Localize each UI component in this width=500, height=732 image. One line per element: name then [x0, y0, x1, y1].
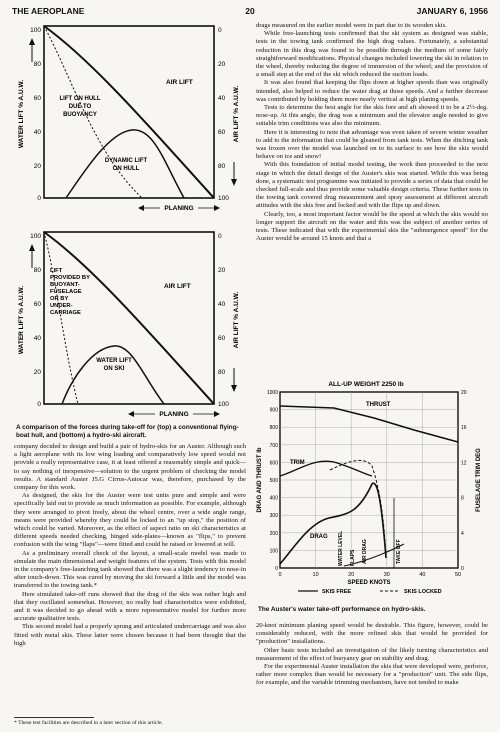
fig3-ytick: 700 [269, 442, 278, 449]
fig1-y-axis-label-right: AIR LIFT % A.U.W. [233, 85, 240, 143]
fig3-label-takeoff: TAKE OFF [396, 539, 402, 564]
fig1-ytick: 100 [30, 27, 41, 34]
fig3-label-drag: DRAG [310, 534, 328, 540]
fig1-label-hull-lift: LIFT ON HULL DUE TO BUOYANCY [59, 96, 101, 118]
paragraph: company decided to design and build a pair of hydro-skis for an Auster. Although such a light aeroplane with its low wing loading and comparatively low speed would not provide a really representative case, it at least offered a reasonably simple and quick—to say nothing of inexpensive—solution to the urgent problem of checking the model results. A standard Auster J5.G Cirrus-Autocar was, therefore, purchased by the company for this work. [14, 443, 246, 492]
fig2-ytick: 20 [33, 369, 41, 376]
fig1-y-ticks-right [218, 27, 229, 202]
fig3-ytick: 100 [269, 548, 278, 555]
fig2-ytick: 40 [33, 335, 41, 342]
paragraph: For the experimental Auster installation the skis that were developed were, perforce, rather more complex than would be necessary for a "production" unit. The side flips, for example, and the variable trimming mechanism, have not tended to make [256, 663, 488, 687]
paragraph: As designed, the skis for the Auster were test units pure and simple and were specifically laid out to provide as much information as possible. For example, although they were arranged to pivot freely, about the wheel centre, over a wide angle range, means were provided whereby they could be locked to an "up stop," the position of which could be varied. Moreover, as the effect of aspect ratio on ski characteristics at different speeds needed checking, hinged side-plates—known as "flips," to prevent confusion with the wing "flaps"—were fitted and could be raised or lowered at will. [14, 492, 246, 549]
fig3-ytick-right: 12 [461, 460, 467, 467]
fig1-label-air-lift: AIR LIFT [166, 79, 193, 86]
fig1-ytick-right: 40 [218, 95, 226, 102]
fig3-xtick: 20 [348, 572, 355, 578]
footnote-rule [14, 717, 94, 718]
paragraph: Here simulated take-off runs showed that the drag of the skis was rather high and that they oscillated somewhat. However, no really bad characteristics were exhibited, and it was decided to go ahead with a more representative model for further more accurate qualitative tests. [14, 590, 246, 623]
fig3-ytick: 0 [275, 566, 278, 572]
fig1-ytick: 0 [37, 195, 41, 202]
fig2-label-air-lift: AIR LIFT [164, 283, 191, 290]
fig1-ytick: 80 [33, 61, 41, 68]
fig1-ytick: 20 [33, 163, 41, 170]
page-header [12, 6, 488, 18]
fig3-legend-free: SKIS FREE [322, 589, 352, 595]
fig3-y-axis-label-right: FUSELAGE TRIM DEG [476, 448, 482, 512]
caption-figure-1-2: A comparison of the forces during take-off for (top) a conventional flying-boat hull, and (bottom) a hydro-ski aircraft. [16, 424, 239, 439]
fig3-ytick: 300 [269, 513, 278, 520]
fig3-xtick: 0 [278, 572, 282, 578]
fig3-x-axis-label: SPEED KNOTS [347, 580, 391, 586]
fig2-y-ticks-right [218, 233, 229, 408]
fig1-ytick-right: 80 [218, 163, 226, 170]
fig3-label-air-drag: AIR DRAG [362, 539, 368, 564]
fig2-ytick-right: 40 [218, 301, 226, 308]
fig2-y-axis-label-right: AIR LIFT % A.U.W. [233, 291, 240, 349]
figure-hull-forces [14, 22, 246, 218]
fig3-legend-locked: SKIS LOCKED [404, 589, 442, 595]
paragraph: This second model had a properly sprung and articulated undercarriage and was also fitted with metal skis. These latter were chosen because it had been thought that the high [14, 623, 246, 647]
right-column-text [256, 22, 488, 243]
fig3-drag-curve [280, 483, 386, 564]
fig3-y-axis-label: DRAG AND THRUST lb [257, 447, 263, 513]
fig2-ski-lift-curve [62, 346, 164, 404]
fig2-air-lift-curve [44, 232, 214, 404]
fig1-label-dynamic: DYNAMIC LIFT ON HULL [104, 158, 148, 172]
fig2-planing-label: PLANING [159, 411, 189, 418]
fig2-ytick-right: 60 [218, 335, 226, 342]
figure-takeoff-performance [254, 378, 488, 604]
fig2-ytick: 0 [37, 401, 41, 408]
fig3-ytick-right: 16 [461, 425, 467, 432]
fig3-xtick: 50 [454, 572, 462, 578]
fig3-label-trim: TRIM [290, 460, 305, 466]
fig2-y-axis-label: WATER LIFT % A.U.W. [18, 285, 25, 355]
fig3-top-label: ALL-UP WEIGHT 2250 lb [328, 381, 404, 388]
fig2-ytick-right: 100 [218, 401, 229, 408]
fig3-y-ticks [267, 390, 278, 572]
fig2-buoyant-curve [44, 232, 78, 404]
fig1-ytick-right: 0 [218, 27, 222, 34]
fig1-ytick-right: 20 [218, 61, 226, 68]
paragraph: drags measured on the earlier model were in part due to its wooden skis. [256, 22, 447, 29]
fig3-xtick: 40 [419, 572, 426, 578]
fig1-ytick-right: 100 [218, 195, 229, 202]
fig1-planing-label: PLANING [164, 205, 194, 212]
paragraph: With this foundation of initial model testing, the work then proceeded to the next stage in which the detail design of the Auster's skis was started. While this was being done, a systematic test programme was initiated to provide a series of data that could be checked full-scale and thus provide some valuable design criteria. These further tests in the towing tank covered drag measurement and spray assessment at different aircraft attitudes with the skis free and locked and with the flips up and down. [256, 161, 488, 210]
right-column-bottom-text [256, 622, 488, 688]
fig3-ytick: 200 [269, 530, 278, 537]
fig3-ytick-right: 20 [461, 390, 467, 396]
fig3-ytick: 900 [269, 407, 278, 414]
footnote: * These test facilities are described in a later section of this article. [14, 720, 163, 726]
fig1-ytick: 40 [33, 129, 41, 136]
page-number: 20 [245, 6, 255, 16]
paragraph: 20-knot minimum planing speed would be desirable. This figure, however, could be considerably reduced, with the more refined skis that would be provided for "production" installations. [256, 622, 488, 646]
fig1-ytick-right: 60 [218, 129, 226, 136]
paragraph: Tests to determine the best angle for the skis fore and aft showed it to be a 2½-deg. nose-up. At this angle, the drag was a minimum and the elevator angle needed to give suitable trim conditions was also the minimum. [256, 104, 488, 128]
fig3-ytick: 600 [269, 460, 278, 467]
issue-date: JANUARY 6, 1956 [416, 6, 488, 16]
caption-figure-3: The Auster's water take-off performance on hydro-skis. [258, 606, 426, 613]
fig3-ytick: 500 [269, 478, 278, 484]
fig3-ytick: 800 [269, 425, 278, 432]
fig3-ytick: 400 [269, 495, 278, 502]
fig3-ytick-right: 0 [461, 566, 464, 572]
fig3-label-thrust: THRUST [366, 402, 391, 408]
fig3-label-water: WATER LEVEL [338, 530, 344, 566]
fig3-x-ticks [278, 572, 461, 578]
paragraph: Here it is interesting to note that advantage was even taken of severe winter weather to add to the information that could be gleaned from tank tests. When the ditching tank was frozen over the model was launched on to its surface to see how the skis would behave on ice and snow! [256, 128, 488, 161]
fig2-label-ski: WATER LIFT ON SKI [96, 358, 132, 372]
fig3-thrust-curve [280, 406, 458, 442]
fig1-y-axis-label: WATER LIFT % A.U.W. [18, 79, 25, 149]
fig2-ytick-right: 20 [218, 267, 226, 274]
fig2-label-provided: LIFT PROVIDED BY BUOYANT-FUSELAGE OR BY UNDER-CARRIAGE [50, 268, 90, 316]
paragraph: As a preliminary overall check of the layout, a small-scale model was made to simulate the main dimensional and weight features of the system. Tests with this model in the company's free-launching tank showed that there was a slight tendency to nose-in after touch-down. This was cured by moving the ski forward a little and the model was transferred to the towing tank.* [14, 549, 246, 590]
fig3-label-flaps: FLAPS [350, 549, 356, 566]
paragraph: Other basic tests included an investigation of the likely turning characteristics and measurement of the effect of buoyancy gear on stability and drag. [256, 646, 488, 662]
fig2-ytick: 60 [33, 301, 41, 308]
fig3-ytick-right: 4 [461, 530, 464, 537]
fig3-y-ticks-right [461, 390, 467, 572]
fig3-ytick: 1000 [266, 390, 278, 396]
paragraph: Clearly, too, a most important factor would be the speed at which the skis would no longer support the aircraft on the water and this was the subject of another series of tests. These indicated that with the experimental skis the "submergence speed" for the Auster would be around 15 knots and that a [256, 210, 488, 243]
fig2-ytick-right: 0 [218, 233, 222, 240]
left-column-text [14, 443, 246, 648]
fig3-ytick-right: 8 [461, 495, 464, 502]
fig2-ytick-right: 80 [218, 369, 226, 376]
fig2-ytick: 80 [33, 267, 41, 274]
paragraph: It was also found that keeping the flips down at higher speeds than was originally intended, also helped to reduce the water drag at those speeds. And a further decrease was contributed by holding them more nearly vertical at high planing speeds. [256, 79, 488, 103]
fig3-xtick: 30 [383, 572, 390, 578]
fig2-ytick: 100 [30, 233, 41, 240]
figure-hydroski-forces [14, 228, 246, 424]
magazine-title: THE AEROPLANE [12, 6, 85, 16]
fig1-ytick: 60 [33, 95, 41, 102]
fig3-xtick: 10 [312, 572, 319, 578]
paragraph: While free-launching tests confirmed that the ski system as designed was stable, tests in the towing tank confirmed the high drag values. Fortunately, a substantial reduction in this drag was found to be possible through the medium of some fairly straightforward modifications. Physical changes included lowering the ski in relation to the wheel, thereby reducing the degree of immersion of the wheel; and the provision of a small step at the end of the ski which reduced the suction loads. [256, 30, 488, 79]
